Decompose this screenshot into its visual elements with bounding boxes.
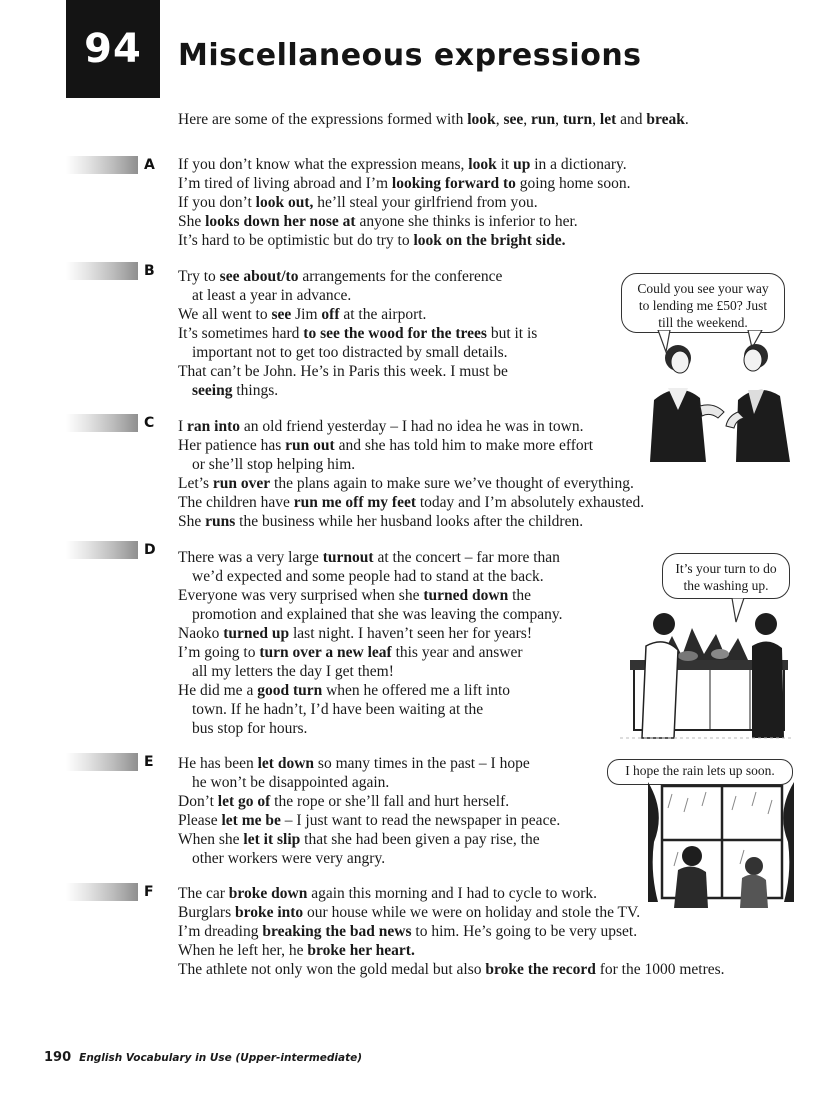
text-run: Here are some of the expressions formed with xyxy=(178,111,468,128)
text-run: Everyone was very surprised when she xyxy=(178,587,424,604)
key-expression: broke into xyxy=(234,904,304,921)
text-run: If you don’t know what the expression means, xyxy=(178,156,469,173)
section-f-line xyxy=(178,942,415,960)
speech-bubble-washing: It’s your turn to do the washing up. xyxy=(662,553,790,599)
section-b-line xyxy=(178,363,508,381)
text-run: Try to xyxy=(178,268,220,285)
text-run: that she had been given a pay rise, the xyxy=(300,831,540,848)
section-c-line xyxy=(178,475,634,493)
key-expression: up xyxy=(513,156,531,173)
text-run: arrangements for the conference xyxy=(298,268,503,285)
text-run: That can’t be John. He’s in Paris this week. I must be xyxy=(178,363,508,380)
key-expression: break xyxy=(646,111,685,128)
text-run: – I just want to read the newspaper in peace. xyxy=(280,812,561,829)
key-expression: ran into xyxy=(187,418,241,435)
key-expression: let it slip xyxy=(243,831,301,848)
section-marker-e: E xyxy=(66,753,154,771)
key-expression: turned down xyxy=(423,587,509,604)
key-expression: breaking the bad news xyxy=(262,923,412,940)
text-run: and xyxy=(616,111,647,128)
text-run: at the concert – far more than xyxy=(373,549,560,566)
page-footer xyxy=(44,1050,362,1065)
text-run: The athlete not only won the gold medal but also xyxy=(178,961,486,978)
text-run: bus stop for hours. xyxy=(192,720,308,737)
text-run: and she has told him to make more effort xyxy=(334,437,594,454)
section-f-line xyxy=(178,961,725,979)
key-expression: broke her heart. xyxy=(307,942,415,959)
section-c-line xyxy=(192,456,355,474)
speech-bubble-borrow: Could you see your way to lending me £50? Just till the weekend. xyxy=(621,273,785,333)
washing-up-illustration xyxy=(620,598,792,740)
text-run: Please xyxy=(178,812,222,829)
text-run: It’s hard to be optimistic but do try to xyxy=(178,232,414,249)
key-expression: run over xyxy=(212,475,271,492)
text-run: We all went to xyxy=(178,306,272,323)
text-run: an old friend yesterday – I had no idea he was in town. xyxy=(240,418,584,435)
key-expression: let me be xyxy=(221,812,281,829)
section-e-line xyxy=(192,774,389,792)
section-e-line xyxy=(178,831,540,849)
section-b-line xyxy=(192,382,278,400)
text-run: The children have xyxy=(178,494,294,511)
text-run: going home soon. xyxy=(515,175,631,192)
key-expression: turn xyxy=(562,111,593,128)
section-d-line xyxy=(178,644,523,662)
section-d-line xyxy=(192,701,483,719)
section-marker-b: B xyxy=(66,262,155,280)
text-run: When she xyxy=(178,831,244,848)
section-d-line xyxy=(192,663,394,681)
text-run: so many times in the past – I hope xyxy=(314,755,530,772)
page-number: 190 xyxy=(44,1050,72,1065)
key-expression: run xyxy=(530,111,556,128)
text-run: Her patience has xyxy=(178,437,286,454)
section-f-line xyxy=(178,923,637,941)
text-run: last night. I haven’t seen her for years! xyxy=(289,625,533,642)
section-marker-a: A xyxy=(66,156,155,174)
key-expression: run out xyxy=(285,437,335,454)
key-expression: look out, xyxy=(255,194,314,211)
section-d-line xyxy=(178,625,532,643)
section-d-line xyxy=(178,587,531,605)
key-expression: seeing xyxy=(192,382,233,399)
key-expression: good turn xyxy=(257,682,323,699)
text-run: Naoko xyxy=(178,625,224,642)
key-expression: run me off my feet xyxy=(293,494,416,511)
text-run: I’m tired of living abroad and I’m xyxy=(178,175,392,192)
text-run: He has been xyxy=(178,755,258,772)
unit-number-box xyxy=(66,0,160,98)
text-run: town. If he hadn’t, I’d have been waiting at the xyxy=(192,701,484,718)
section-a-line xyxy=(178,194,538,212)
text-run: our house while we were on holiday and stole the TV. xyxy=(303,904,641,921)
text-run: , xyxy=(592,111,600,128)
key-expression: look xyxy=(468,156,497,173)
text-run: Don’t xyxy=(178,793,218,810)
section-e-line xyxy=(178,812,560,830)
key-expression: turned up xyxy=(223,625,290,642)
section-a-line xyxy=(178,156,627,174)
text-run: he won’t be disappointed again. xyxy=(192,774,390,791)
section-d-line xyxy=(192,606,562,624)
text-run: I’m dreading xyxy=(178,923,263,940)
section-d-line xyxy=(178,549,560,567)
section-f-line xyxy=(178,885,597,903)
text-run: again this morning and I had to cycle to work. xyxy=(307,885,598,902)
text-run: we’d expected and some people had to stand at the back. xyxy=(192,568,544,585)
key-expression: let go of xyxy=(217,793,271,810)
key-expression: looks down her nose at xyxy=(205,213,356,230)
section-d-line xyxy=(192,568,544,586)
rain-window-illustration xyxy=(648,782,794,908)
key-expression: turn over a new leaf xyxy=(259,644,392,661)
section-b-line xyxy=(192,344,508,362)
text-run: at least a year in advance. xyxy=(192,287,352,304)
text-run: It’s sometimes hard xyxy=(178,325,304,342)
text-run: or she’ll stop helping him. xyxy=(192,456,356,473)
text-run: the xyxy=(508,587,531,604)
text-run: but it is xyxy=(486,325,538,342)
key-expression: see xyxy=(503,111,524,128)
text-run: I’m going to xyxy=(178,644,260,661)
section-e-line xyxy=(178,793,509,811)
text-run: to him. He’s going to be very upset. xyxy=(411,923,638,940)
text-run: If you don’t xyxy=(178,194,256,211)
text-run: other workers were very angry. xyxy=(192,850,386,867)
key-expression: looking forward to xyxy=(391,175,516,192)
text-run: in a dictionary. xyxy=(530,156,627,173)
two-men-illustration xyxy=(640,330,800,462)
key-expression: off xyxy=(321,306,340,323)
text-run: this year and answer xyxy=(391,644,523,661)
key-expression: see about/to xyxy=(219,268,299,285)
section-f-line xyxy=(178,904,640,922)
text-run: There was a very large xyxy=(178,549,323,566)
section-b-line xyxy=(192,287,351,305)
key-expression: look xyxy=(467,111,496,128)
text-run: promotion and explained that she was leaving the company. xyxy=(192,606,563,623)
text-run: , xyxy=(523,111,531,128)
section-b-line xyxy=(178,306,426,324)
text-run: The car xyxy=(178,885,229,902)
intro-text xyxy=(178,111,689,129)
key-expression: let down xyxy=(257,755,315,772)
text-run: anyone she thinks is inferior to her. xyxy=(355,213,578,230)
text-run: , xyxy=(555,111,563,128)
section-a-line xyxy=(178,232,566,250)
text-run: Jim xyxy=(291,306,322,323)
text-run: I xyxy=(178,418,188,435)
key-expression: turnout xyxy=(322,549,374,566)
key-expression: look on the bright side. xyxy=(413,232,566,249)
section-c-line xyxy=(178,494,644,512)
section-b-line xyxy=(178,268,502,286)
section-a-line xyxy=(178,175,630,193)
text-run: he’ll steal your girlfriend from you. xyxy=(313,194,538,211)
text-run: , xyxy=(495,111,504,128)
key-expression: runs xyxy=(205,513,236,530)
section-c-line xyxy=(178,437,593,455)
key-expression: to see the wood for the trees xyxy=(303,325,487,342)
text-run: She xyxy=(178,513,206,530)
page-title: Miscellaneous expressions xyxy=(178,38,642,73)
section-c-line xyxy=(178,418,584,436)
section-d-line xyxy=(192,720,307,738)
text-run: the business while her husband looks after the children. xyxy=(235,513,584,530)
key-expression: broke down xyxy=(228,885,308,902)
text-run: Burglars xyxy=(178,904,235,921)
unit-number: 94 xyxy=(84,26,142,72)
text-run: all my letters the day I get them! xyxy=(192,663,394,680)
section-e-line xyxy=(178,755,530,773)
section-marker-d: D xyxy=(66,541,156,559)
text-run: She xyxy=(178,213,206,230)
section-marker-c: C xyxy=(66,414,154,432)
text-run: things. xyxy=(232,382,279,399)
key-expression: let xyxy=(599,111,617,128)
text-run: for the 1000 metres. xyxy=(595,961,725,978)
key-expression: see xyxy=(271,306,292,323)
section-c-line xyxy=(178,513,583,531)
text-run: the plans again to make sure we’ve thought of everything. xyxy=(270,475,634,492)
text-run: today and I’m absolutely exhausted. xyxy=(416,494,645,511)
section-b-line xyxy=(178,325,537,343)
speech-bubble-rain: I hope the rain lets up soon. xyxy=(607,759,793,785)
text-run: important not to get too distracted by small details. xyxy=(192,344,508,361)
text-run: the rope or she’ll fall and hurt herself. xyxy=(270,793,510,810)
book-title: English Vocabulary in Use (Upper-intermediate) xyxy=(79,1052,363,1064)
section-marker-f: F xyxy=(66,883,154,901)
text-run: . xyxy=(684,111,689,128)
text-run: He did me a xyxy=(178,682,258,699)
section-a-line xyxy=(178,213,578,231)
text-run: at the airport. xyxy=(339,306,427,323)
key-expression: broke the record xyxy=(485,961,596,978)
text-run: when he offered me a lift into xyxy=(322,682,511,699)
section-e-line xyxy=(192,850,385,868)
text-run: When he left her, he xyxy=(178,942,308,959)
text-run: Let’s xyxy=(178,475,213,492)
section-d-line xyxy=(178,682,510,700)
text-run: it xyxy=(496,156,514,173)
